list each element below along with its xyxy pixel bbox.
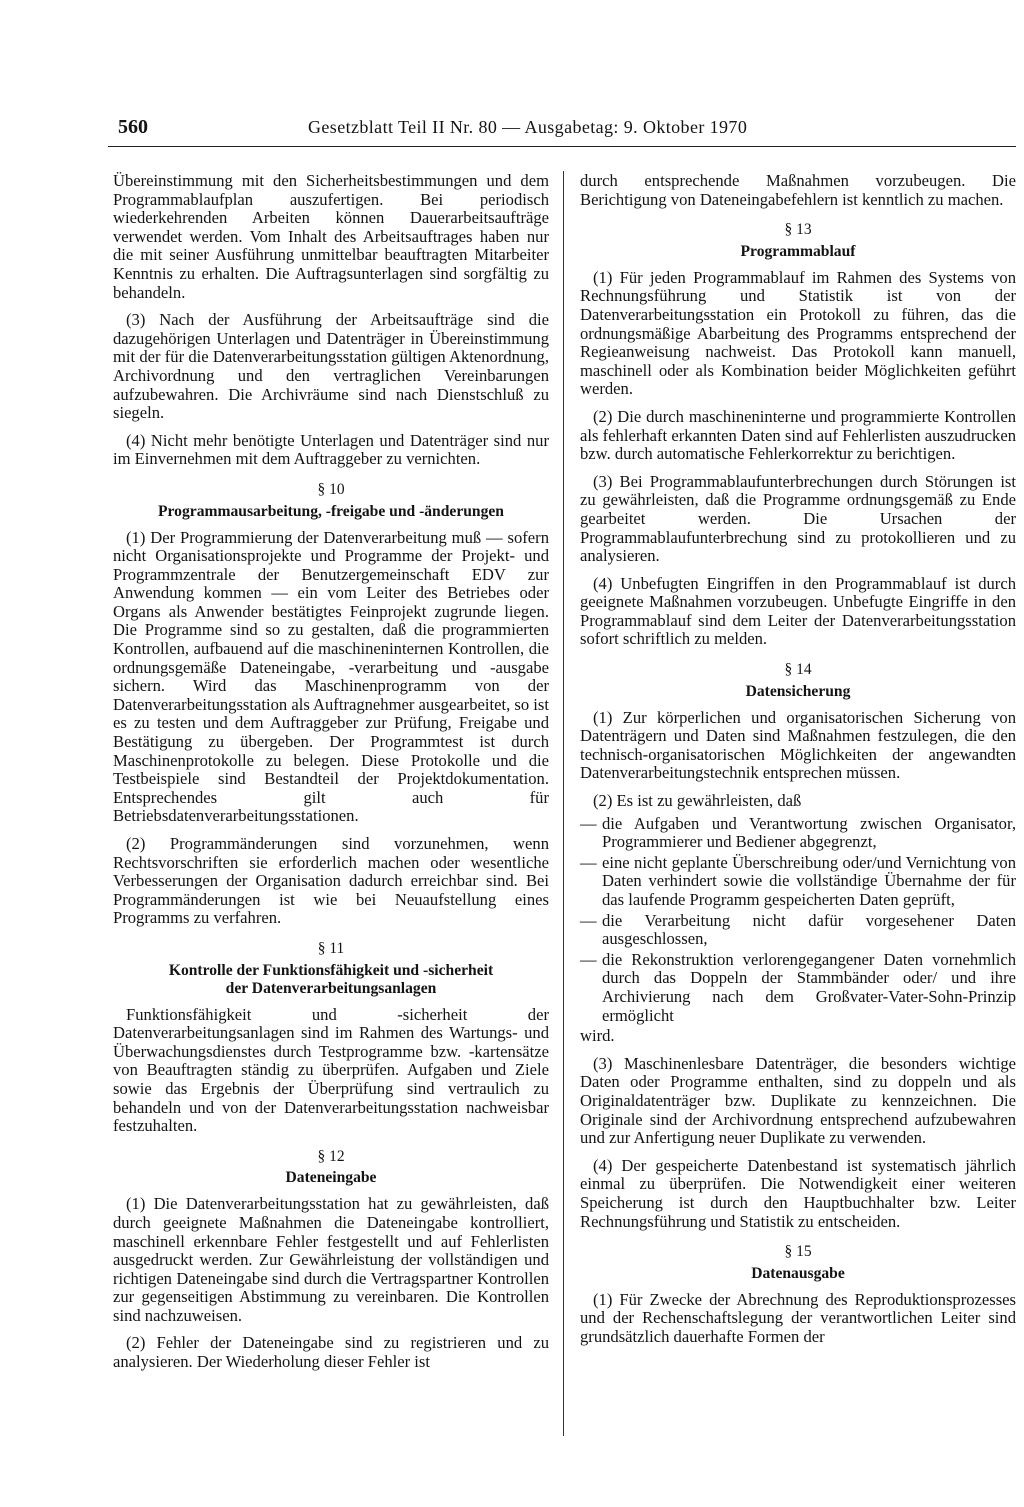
header-rule xyxy=(108,146,1016,147)
section-number: § 14 xyxy=(784,661,812,679)
paragraph: (1) Für Zwecke der Abrechnung des Reproduktionsprozesses und der Rechenschaftslegung der verantwortlichen Leiter sind grundsätzlich dauerhafte Formen der xyxy=(580,1289,1016,1346)
paragraph: (3) Nach der Ausführung der Arbeitsaufträge sind die dazugehörigen Unterlagen und Datenträger in Übereinstimmung mit der für die Datenverarbeitungsstation gültigen Aktenordnung, Archivordnung und den vertraglichen Vereinbarungen aufzubewahren. Die Archivräume sind nach Dienstschluß zu siegeln. xyxy=(113,310,549,423)
section-title-line: der Datenverarbeitungsanlagen xyxy=(225,979,437,997)
list-item-text: die Rekonstruktion verlorengegangener Daten vornehmlich durch das Doppeln der Stammbänder oder/ und ihre Archivierung nach dem Großvater-Vater-Sohn-Prinzip ermöglicht xyxy=(602,949,1016,1025)
paragraph: (1) Der Programmierung der Datenverarbeitung muß — sofern nicht Organisationsprojekte und Programme der Projekt- und Programmzentrale der Benutzergemeinschaft EDV zur Anwendung kommen — ein vom Leiter des Betriebes oder Organs als Anwender bestätigtes Feinprojekt zugrunde liegen. Die Programme sind so zu gestalten, daß die programmierten Kontrollen, aufbauend auf die maschineninternen Kontrollen, die ordnungsgemäße Dateneingabe, -verarbeitung und -ausgabe sichern. Wird das Maschinenprogramm von der Datenverarbeitungsstation als Auftragnehmer ausgearbeitet, so ist es zu testen und dem Auftraggeber zur Prüfung, Freigabe und Bestätigung zu übergeben. Der Programmtest ist durch Maschinenprotokolle zu belegen. Diese Protokolle und die Testbeispiele sind Bestandteil der Projektdokumentation. Entsprechendes gilt auch für Betriebsdatenverarbeitungsstationen. xyxy=(113,527,549,826)
paragraph: durch entsprechende Maßnahmen vorzubeugen. Die Berichtigung von Dateneingabefehlern ist kenntlich zu machen. xyxy=(580,171,1016,209)
list-item-text: eine nicht geplante Überschreibung oder/und Vernichtung von Daten verhindert sowie die vollständige Übernahme der für das laufende Programm gespeicherten Daten geprüft, xyxy=(602,852,1016,909)
dash-marker: — xyxy=(580,910,597,930)
paragraph: (4) Unbefugten Eingriffen in den Programmablauf ist durch geeignete Maßnahmen vorzubeugen. Unbefugte Eingriffe in den Programmablauf sind dem Leiter der Datenverarbeitungsstation sofort schriftlich zu melden. xyxy=(580,573,1016,649)
paragraph: (4) Nicht mehr benötigte Unterlagen und Datenträger sind nur im Einvernehmen mit dem Auftraggeber zu vernichten. xyxy=(113,430,549,469)
paragraph: (3) Bei Programmablaufunterbrechungen durch Störungen ist zu gewährleisten, daß die Programme ordnungsgemäß zu Ende gearbeitet werden. Die Ursachen der Programmablaufunterbrechung sind zu protokollieren und zu analysieren. xyxy=(580,471,1016,566)
section-title xyxy=(113,962,549,998)
column-divider xyxy=(563,171,564,1436)
paragraph: (4) Der gespeicherte Datenbestand ist systematisch jährlich einmal zu überprüfen. Die Notwendigkeit einer weiteren Speicherung ist durch den Hauptbuchhalter bzw. Leiter Rechnungsführung und Statistik zu entscheiden. xyxy=(580,1155,1016,1231)
section-title: Datenausgabe xyxy=(751,1264,845,1282)
paragraph: (1) Für jeden Programmablauf im Rahmen des Systems von Rechnungsführung und Statistik ist von der Datenverarbeitungsstation ein Protokoll zu führen, das die ordnungsmäßige Abarbeitung des Programms entsprechend der Regieanweisung nachweist. Das Protokoll kann manuell, maschinell oder als Kombination beider Möglichkeiten geführt werden. xyxy=(580,267,1016,399)
paragraph: (1) Zur körperlichen und organisatorischen Sicherung von Datenträgern und Daten sind Maßnahmen festzulegen, die den technisch-organisatorischen Möglichkeiten der angewandten Datenverarbeitungstechnik entsprechen müssen. xyxy=(580,707,1016,783)
section-title: Datensicherung xyxy=(745,682,851,700)
section-number: § 11 xyxy=(317,939,345,957)
paragraph: wird. xyxy=(580,1026,615,1046)
dash-marker: — xyxy=(580,852,597,872)
paragraph: Übereinstimmung mit den Sicherheitsbestimmungen und dem Programmablaufplan auszufertigen. Bei periodisch wiederkehrenden Arbeiten können Dauerarbeitsaufträge verwendet werden. Vom Inhalt des Arbeitsauftrages haben nur die mit seiner Ausführung unmittelbar beauftragten Mitarbeiter Kenntnis zu erhalten. Die Auftragsunterlagen sind sorgfältig zu behandeln. xyxy=(113,171,549,302)
paragraph: (1) Die Datenverarbeitungsstation hat zu gewährleisten, daß durch geeignete Maßnahmen die Dateneingabe kontrolliert, maschinell erkennbare Fehler festgestellt und auf Fehlerlisten ausgedruckt werden. Zur Gewährleistung der vollständigen und richtigen Dateneingabe sind durch die Vertragspartner Kontrollen zur gegenseitigen Abstimmung zu vereinbaren. Die Kontrollen sind nachzuweisen. xyxy=(113,1194,549,1325)
paragraph: (2) Die durch maschineninterne und programmierte Kontrollen als fehlerhaft erkannten Daten sind auf Fehlerlisten auszudrucken bzw. durch automatische Fehlerkorrektur zu berichtigen. xyxy=(580,406,1016,464)
list-item xyxy=(580,951,1016,1025)
paragraph: (2) Es ist zu gewährleisten, daß xyxy=(593,791,802,811)
running-head: Gesetzblatt Teil II Nr. 80 — Ausgabetag: 9. Oktober 1970 xyxy=(308,117,748,137)
section-number: § 15 xyxy=(784,1243,812,1261)
paragraph: (3) Maschinenlesbare Datenträger, die besonders wichtige Daten oder Programme enthalten, sind zu doppeln und als Originaldatenträger bzw. Duplikate zu kennzeichnen. Die Originale sind der Archivordnung entsprechend aufzubewahren und zur Anfertigung neuer Duplikate zu verwenden. xyxy=(580,1053,1016,1148)
section-title: Programmausarbeitung, -freigabe und -änderungen xyxy=(158,502,504,520)
list-item xyxy=(580,912,1016,949)
list-item-text: die Verarbeitung nicht dafür vorgesehener Daten ausgeschlossen, xyxy=(602,910,1016,949)
page-number: 560 xyxy=(118,116,148,138)
section-number: § 10 xyxy=(317,480,345,498)
list-item-text: die Aufgaben und Verantwortung zwischen Organisator, Programmierer und Bediener abgegrenzt, xyxy=(602,813,1016,852)
paragraph: (2) Fehler der Dateneingabe sind zu registrieren und zu analysieren. Der Wiederholung dieser Fehler ist xyxy=(113,1333,549,1372)
left-column xyxy=(113,172,549,1381)
dash-marker: — xyxy=(580,949,597,969)
section-title: Dateneingabe xyxy=(285,1169,377,1187)
paragraph: (2) Programmänderungen sind vorzunehmen, wenn Rechtsvorschriften sie erforderlich machen oder wesentliche Verbesserungen der Organisation dadurch erreichbar sind. Bei Programmänderungen ist wie bei Neuaufstellung eines Programms zu verfahren. xyxy=(113,834,549,928)
right-column xyxy=(580,172,1016,1355)
list-item xyxy=(580,815,1016,852)
section-number: § 13 xyxy=(784,221,812,239)
section-number: § 12 xyxy=(317,1147,345,1165)
dash-marker: — xyxy=(580,813,597,833)
list-item xyxy=(580,854,1016,910)
page-header xyxy=(118,116,1014,146)
section-title: Programmablauf xyxy=(740,242,856,260)
paragraph: Funktionsfähigkeit und -sicherheit der Datenverarbeitungsanlagen sind im Rahmen des Wartungs- und Überwachungsdienstes durch Testprogramme bzw. -kartensätze von Beauftragten ständig zu überprüfen. Aufgaben und Ziele sowie das Ergebnis der Überprüfung sind vertraulich zu behandeln und von der Datenverarbeitungsstation nachweisbar festzuhalten. xyxy=(113,1004,549,1136)
section-title-line: Kontrolle der Funktionsfähigkeit und -sicherheit xyxy=(168,961,494,979)
